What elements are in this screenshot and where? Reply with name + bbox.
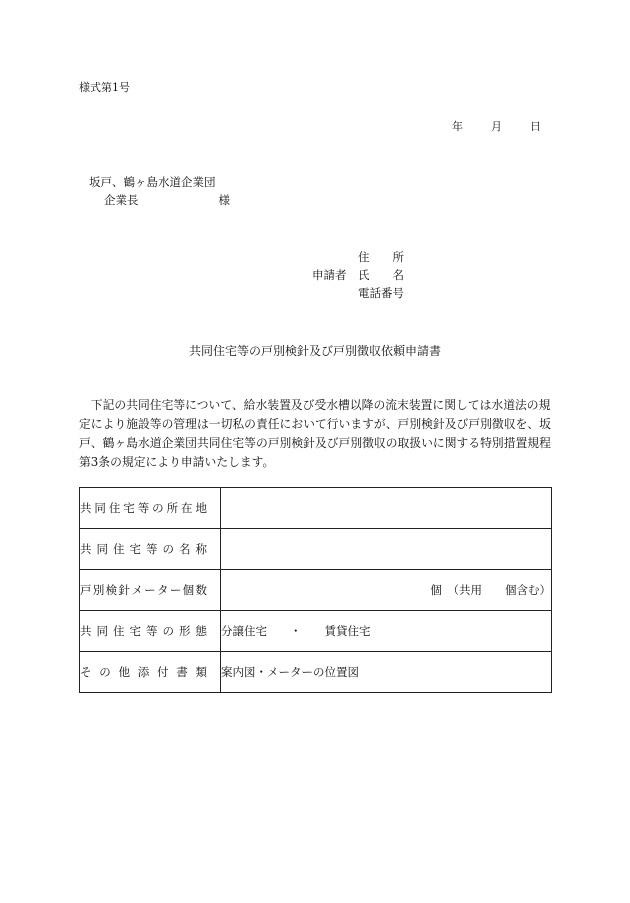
row-label-type: 共同住宅等の形態 — [80, 624, 207, 638]
date-month: 月 — [491, 120, 502, 133]
row-value-name[interactable] — [221, 529, 552, 570]
row-value-type[interactable]: 分譲住宅 ・ 賃貸住宅 — [221, 611, 552, 652]
applicant-address-label: 住 所 — [358, 250, 404, 264]
applicant-name-label: 氏 名 — [358, 268, 404, 282]
table-row — [80, 529, 552, 570]
date-day: 日 — [530, 120, 541, 133]
row-value-meter-count[interactable]: 個 （共用 個含む） — [221, 570, 552, 611]
row-label-meter-count: 戸別検針メーター個数 — [80, 583, 207, 597]
row-value-attachments[interactable]: 案内図・メーターの位置図 — [221, 652, 552, 693]
recipient-position: 企業長 — [104, 193, 139, 207]
form-number: 様式第1号 — [79, 81, 130, 94]
application-table — [79, 487, 552, 693]
recipient-line — [104, 192, 230, 208]
date-line — [452, 118, 541, 134]
row-label-name: 共同住宅等の名称 — [80, 542, 207, 556]
applicant-phone-label: 電話番号 — [358, 286, 404, 300]
table-row — [80, 652, 552, 693]
applicant-label: 申請者 — [312, 268, 347, 282]
recipient-organization: 坂戸、鶴ヶ島水道企業団 — [89, 175, 216, 189]
body-paragraph: 下記の共同住宅等について、給水装置及び受水槽以降の流末装置に関しては水道法の規定により施設等の管理は一切私の責任において行いますが、戸別検針及び戸別徴収を、坂戸、鶴ヶ島水道企業団共同住宅等の戸別検針及び戸別徴収の取扱いに関する特別措置規程第3条の規定により申請いたします。 — [79, 398, 551, 469]
row-label-location: 共同住宅等の所在地 — [80, 501, 207, 515]
date-year: 年 — [452, 120, 463, 133]
recipient-honorific: 様 — [218, 193, 230, 207]
table-row — [80, 611, 552, 652]
table-row — [80, 488, 552, 529]
row-label-attachments: その他添付書類 — [80, 665, 207, 679]
table-row — [80, 570, 552, 611]
document-title: 共同住宅等の戸別検針及び戸別徴収依頼申請書 — [188, 344, 441, 358]
row-value-location[interactable] — [221, 488, 552, 529]
